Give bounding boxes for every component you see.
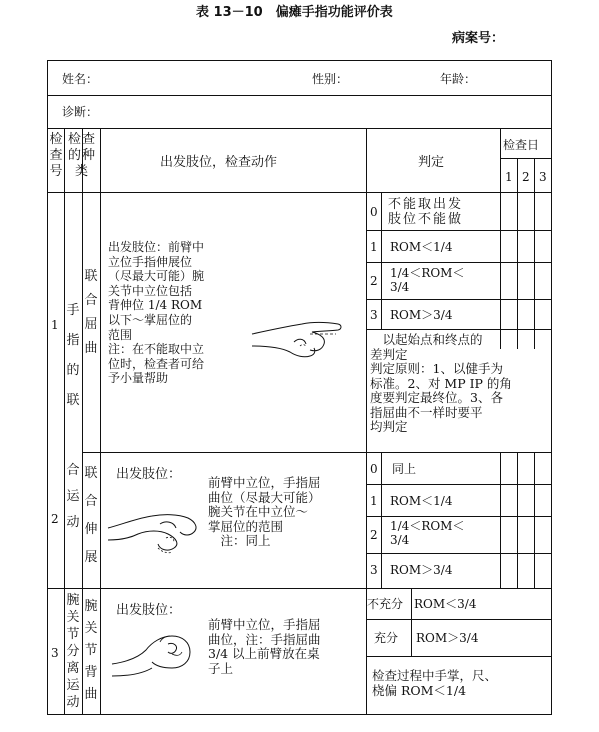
row-1-action: 出发肢位：前臂中 立位手指伸展位 （尽最大可能）腕 关节中立位包括 背伸位 1/4 ROM 以下～掌屈位的 范围 注：在不能取中立 位时，检查者可给 予小量帮助 [108,240,205,386]
table-rule [47,192,552,193]
row-1-judge-note: 以起始点和终点的 差判定 判定原则：1、以健手为 标准。2、对 MP IP 的角 度要判定最终位。3、各 指屈曲不一样时要平 均判定 [370,332,512,434]
check-number-header: 检查号 [49,132,63,179]
table-rule [366,516,552,517]
row-1-grade-2-text: 1/4＜ROM＜ 3/4 [390,266,465,294]
case-number-label: 病案号： [452,31,505,46]
row-2-grade-3-no: 3 [370,563,378,577]
row-3-grade-1-no: 充分 [374,631,399,645]
table-rule [100,128,101,715]
row-1-number: 1 [51,318,59,332]
row-2-grade-3-text: ROM＞3/4 [390,563,453,577]
row-2-grade-2-no: 2 [370,528,378,542]
row-1-type-outer: 手指的联 [66,303,80,408]
table-rule [366,619,552,620]
row-2-grade-1-text: ROM＜1/4 [390,494,453,508]
check-day-header: 检查日 [503,138,540,152]
table-rule [82,128,83,715]
row-3-number: 3 [51,646,59,660]
row-3-grade-0-no: 不充分 [367,597,404,611]
row-2-grade-2-text: 1/4＜ROM＜ 3/4 [390,519,465,547]
table-rule [366,230,552,231]
row-2-grade-0-no: 0 [370,462,378,476]
row-1-grade-3-no: 3 [370,308,378,322]
row-3-grade-1-text: ROM＞3/4 [416,631,479,645]
table-rule [500,158,552,159]
row-2-grade-0-text: 同上 [392,462,417,476]
table-rule [366,484,552,485]
age-field-label: 年龄： [440,72,477,86]
table-rule [381,452,382,588]
table-rule [534,158,535,349]
check-type-header: 检查的种类 [67,132,96,179]
fist-illustration [112,620,202,680]
table-rule [47,95,552,96]
diagnosis-field-label: 诊断： [62,105,99,119]
table-rule [411,588,412,656]
hand-flexion-illustration [108,498,208,558]
table-rule [517,158,518,349]
name-field-label: 姓名： [62,72,99,86]
row-1-grade-1-no: 1 [370,240,378,254]
table-rule [366,299,552,300]
row-1-grade-3-text: ROM＞3/4 [390,308,453,322]
table-rule [47,128,552,129]
table-rule [500,128,501,349]
table-rule [366,128,367,715]
row-3-judge-note: 检查过程中手掌，尺、 桡偏 ROM＜1/4 [372,668,498,698]
row-3-grade-0-text: ROM＜3/4 [414,597,477,611]
action-header: 出发肢位，检查动作 [160,155,278,170]
row-2-action-label: 出发肢位： [116,467,182,482]
row-2-grade-1-no: 1 [370,494,378,508]
row-2-action: 前臂中立位，手指屈 曲位（尽最大可能） 腕关节在中立位～ 掌屈位的范围 注：同上 [208,475,321,549]
table-rule [366,553,552,554]
day-1-header: 1 [505,170,513,184]
judge-header: 判定 [418,155,445,170]
table-rule [517,452,518,588]
table-rule [500,452,501,588]
row-3-action: 前臂中立位，手指屈 曲位，注：手指屈曲 3/4 以上前臂放在桌 子上 [208,617,321,676]
table-rule [82,452,552,453]
row-3-action-label: 出发肢位： [116,603,182,618]
table-rule [366,329,552,330]
document-title: 表 13－10 偏瘫手指功能评价表 [196,5,393,20]
row-1-grade-0-text: 不能取出发 肢位不能做 [388,197,464,227]
row-2-type-inner: 联合伸展 [84,466,98,565]
row-2-number: 2 [51,512,59,526]
table-rule [381,192,382,329]
row-1-grade-1-text: ROM＜1/4 [390,240,453,254]
row-2-type-outer: 合运动 [66,463,80,530]
table-rule [534,452,535,588]
row-3-type-outer: 腕关节分离运动 [66,593,80,710]
row-1-grade-2-no: 2 [370,274,378,288]
day-3-header: 3 [539,170,547,184]
table-rule [366,262,552,263]
day-2-header: 2 [522,170,530,184]
sex-field-label: 性别： [312,72,349,86]
row-3-type-inner: 腕关节背曲 [84,599,98,702]
table-rule [366,656,552,657]
table-rule [64,128,65,715]
row-1-grade-0-no: 0 [370,205,378,219]
table-rule [47,588,552,589]
row-1-type-inner: 联合屈曲 [84,269,98,356]
hand-extension-illustration [250,312,345,367]
